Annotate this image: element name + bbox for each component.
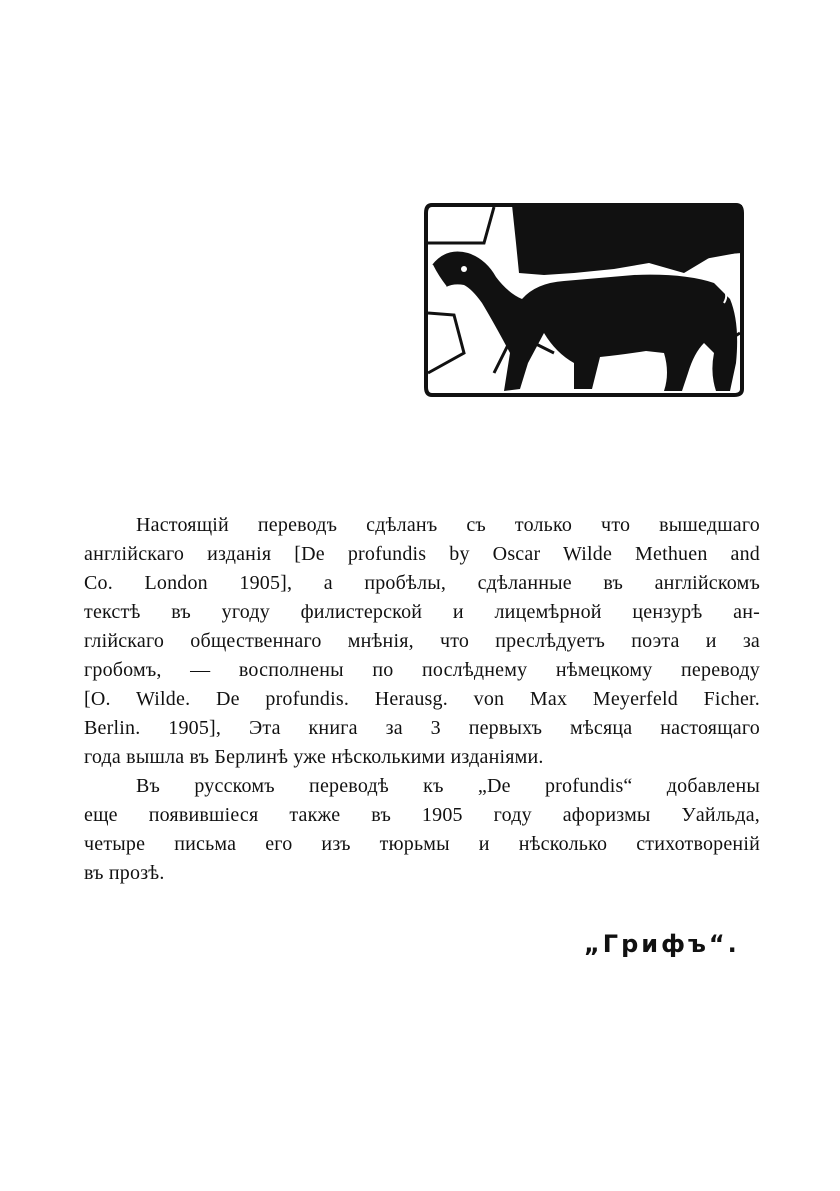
griffin-emblem — [424, 203, 744, 397]
griffin-eye — [461, 266, 467, 272]
text-line: четыре письма его изъ тюрьмы и нѣсколько стихотвореній — [84, 833, 760, 855]
text-line: Настоящій переводъ сдѣланъ съ только что вышедшаго — [136, 514, 760, 536]
text-line: года вышла въ Берлинѣ уже нѣсколькими изданіями. — [84, 746, 544, 768]
publisher-signature: „Грифъ“. — [584, 930, 740, 958]
publisher-note — [84, 511, 760, 888]
text-line: гробомъ, — восполнены по послѣднему нѣмецкому переводу — [84, 659, 760, 681]
text-line: въ прозѣ. — [84, 862, 165, 884]
text-line: [O. Wilde. De profundis. Herausg. von Max Meyerfeld Ficher. — [84, 688, 760, 710]
text-line: текстѣ въ угоду филистерской и лицемѣрной цензурѣ ан- — [84, 601, 760, 623]
text-line: еще появившіеся также въ 1905 году афоризмы Уайльда, — [84, 804, 760, 826]
text-line: Berlin. 1905], Эта книга за 3 первыхъ мѣсяца настоящаго — [84, 717, 760, 739]
text-line: Въ русскомъ переводѣ къ „De profundis“ добавлены — [136, 775, 760, 797]
text-line: Co. London 1905], а пробѣлы, сдѣланные въ англійскомъ — [84, 572, 760, 594]
text-line: глійскаго общественнаго мнѣнія, что преслѣдуетъ поэта и за — [84, 630, 760, 652]
text-line: англійскаго изданія [De profundis by Oscar Wilde Methuen and — [84, 543, 760, 565]
